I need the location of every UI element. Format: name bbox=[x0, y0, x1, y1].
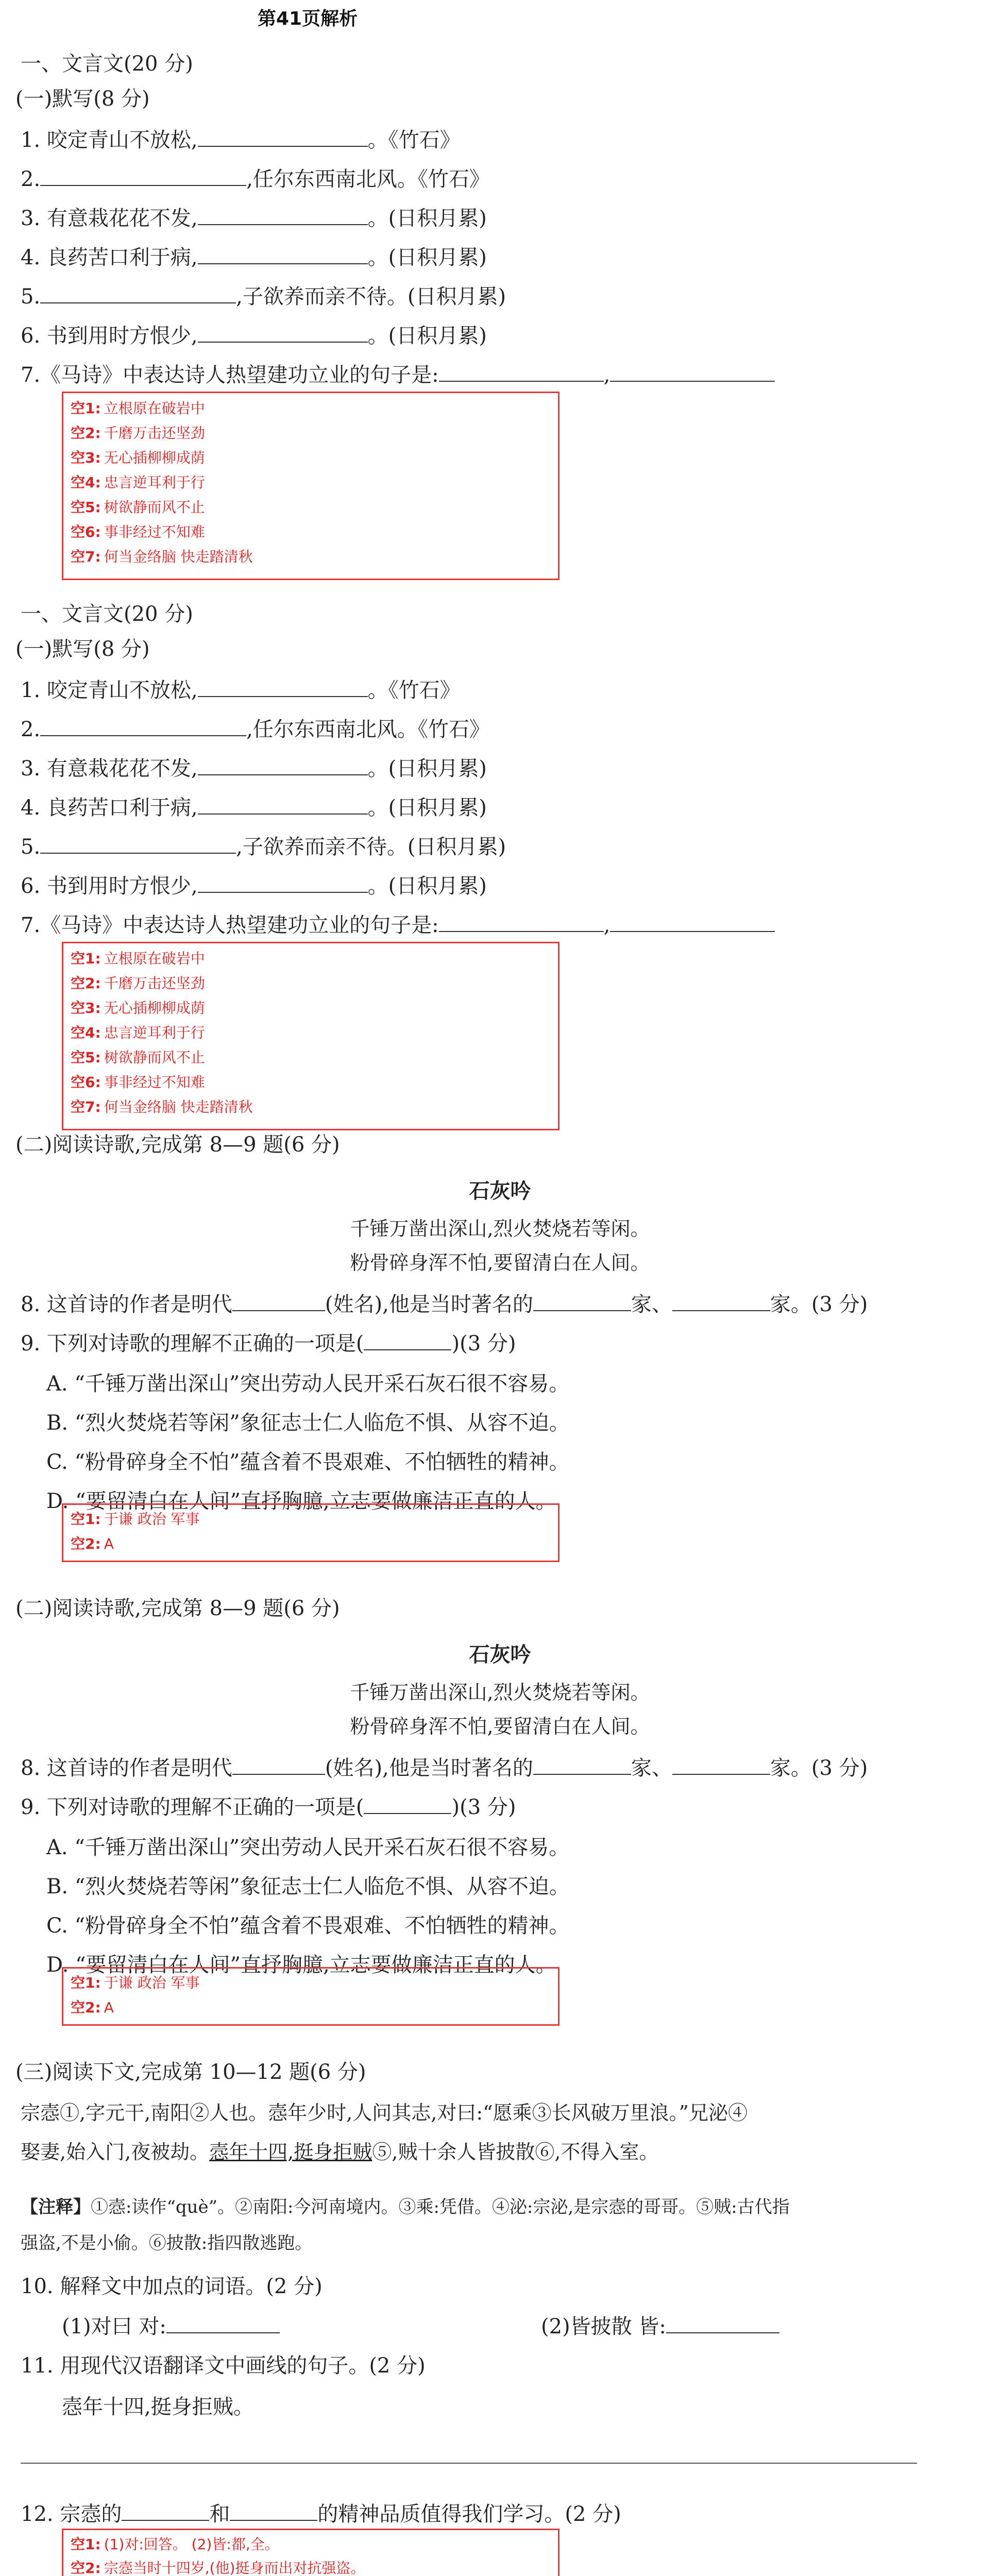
answer-row: 空1: 于谦 政治 军事 bbox=[71, 1974, 200, 1991]
option-a: A. “千锤万凿出深山”突出劳动人民开采石灰石很不容易。 bbox=[46, 1372, 570, 1396]
answer-row: 空2: A bbox=[71, 1535, 114, 1552]
question-9: 9. 下列对诗歌的理解不正确的一项是( )(3 分) bbox=[21, 1332, 516, 1355]
question-5: 5. ,子欲养而亲不待。(日积月累) bbox=[21, 835, 506, 859]
answer-row: 空1: 立根原在破岩中 bbox=[71, 950, 205, 967]
sub-heading: (一)默写(8 分) bbox=[15, 87, 150, 111]
option-d: D. “要留清白在人间”直抒胸臆,立志要做廉洁正直的人。 bbox=[46, 1489, 556, 1513]
answer-box bbox=[62, 942, 560, 1130]
sub-heading: (一)默写(8 分) bbox=[15, 637, 150, 661]
question-4: 4. 良药苦口利于病, 。(日积月累) bbox=[21, 246, 487, 269]
notes: 强盗,不是小偷。⑥披散:指四散逃跑。 bbox=[21, 2233, 313, 2253]
question-12: 12. 宗悫的 和 的精神品质值得我们学习。(2 分) bbox=[21, 2502, 621, 2526]
question-1: 1. 咬定青山不放松, 。《竹石》 bbox=[21, 679, 461, 702]
answer-box bbox=[62, 1967, 560, 2026]
question-5: 5. ,子欲养而亲不待。(日积月累) bbox=[21, 285, 506, 309]
answer-row: 空2: 宗悫当时十四岁,(他)挺身而出对抗强盗。 bbox=[71, 2560, 365, 2576]
underlined-sentence: 悫年十四,挺身拒贼 bbox=[209, 2141, 372, 2163]
answer-row: 空2: 千磨万击还坚劲 bbox=[71, 975, 205, 992]
question-11-sentence: 悫年十四,挺身拒贼。 bbox=[62, 2395, 254, 2419]
answer-row: 空1: 于谦 政治 军事 bbox=[71, 1511, 200, 1528]
notes: 【注释】①悫:读作“què”。②南阳:今河南境内。③乘:凭借。④泌:宗泌,是宗悫的哥哥。⑤贼:古代指 bbox=[21, 2197, 790, 2217]
question-10: 10. 解释文中加点的词语。(2 分) bbox=[21, 2275, 323, 2298]
question-8: 8. 这首诗的作者是明代 (姓名),他是当时著名的 家、 家。(3 分) bbox=[21, 1293, 868, 1316]
question-10-2: (2)皆披散 皆: bbox=[541, 2310, 779, 2340]
option-b: B. “烈火焚烧若等闲”象征志士仁人临危不惧、从容不迫。 bbox=[46, 1411, 570, 1435]
answer-row: 空1: (1)对:回答。 (2)皆:都,全。 bbox=[71, 2536, 279, 2553]
section-one-copy-2 bbox=[0, 562, 1000, 1128]
question-7: 7.《马诗》中表达诗人热望建功立业的句子是: , bbox=[21, 909, 775, 938]
answer-row: 空6: 事非经过不知难 bbox=[71, 1074, 205, 1091]
answer-row: 空5: 树欲静而风不止 bbox=[71, 1049, 205, 1066]
question-2: 2. ,任尔东西南北风。《竹石》 bbox=[21, 167, 490, 191]
question-3: 3. 有意栽花花不发, 。(日积月累) bbox=[21, 757, 487, 781]
poem-line: 粉骨碎身浑不怕,要留清白在人间。 bbox=[350, 1715, 650, 1738]
question-1: 1. 咬定青山不放松, 。《竹石》 bbox=[21, 128, 461, 152]
poem-title: 石灰吟 bbox=[469, 1643, 531, 1667]
answer-row: 空3: 无心插柳柳成荫 bbox=[71, 999, 205, 1016]
section-one-copy-1 bbox=[0, 0, 1000, 567]
question-10-1: (1)对曰 对: bbox=[62, 2310, 280, 2340]
answer-row: 空1: 立根原在破岩中 bbox=[71, 400, 205, 417]
passage-line: 宗悫①,字元干,南阳②人也。悫年少时,人问其志,对曰:“愿乘③长风破万里浪。”兄泌④ bbox=[21, 2102, 748, 2124]
question-6: 6. 书到用时方恨少, 。(日积月累) bbox=[21, 324, 487, 348]
question-11: 11. 用现代汉语翻译文中画线的句子。(2 分) bbox=[21, 2354, 426, 2378]
answer-row: 空6: 事非经过不知难 bbox=[71, 523, 205, 540]
option-c: C. “粉骨碎身全不怕”蕴含着不畏艰难、不怕牺牲的精神。 bbox=[46, 1450, 570, 1474]
section-two-copy-2 bbox=[0, 1592, 1000, 2056]
option-b: B. “烈火焚烧若等闲”象征志士仁人临危不惧、从容不迫。 bbox=[46, 1875, 570, 1899]
answer-row: 空3: 无心插柳柳成荫 bbox=[71, 449, 205, 466]
question-6: 6. 书到用时方恨少, 。(日积月累) bbox=[21, 874, 487, 898]
section-heading: (二)阅读诗歌,完成第 8—9 题(6 分) bbox=[15, 1597, 340, 1620]
passage-line: 娶妻,始入门,夜被劫。悫年十四,挺身拒贼⑤,贼十余人皆披散⑥,不得入室。 bbox=[21, 2141, 659, 2163]
option-a: A. “千锤万凿出深山”突出劳动人民开采石灰石很不容易。 bbox=[46, 1836, 570, 1859]
poem-line: 粉骨碎身浑不怕,要留清白在人间。 bbox=[350, 1251, 650, 1274]
question-7: 7.《马诗》中表达诗人热望建功立业的句子是: , bbox=[21, 359, 775, 388]
answer-row: 空2: 千磨万击还坚劲 bbox=[71, 425, 205, 442]
answer-box bbox=[62, 1503, 560, 1562]
answer-row: 空7: 何当金络脑 快走踏清秋 bbox=[71, 548, 253, 565]
answer-box bbox=[62, 392, 560, 580]
option-d: D. “要留清白在人间”直抒胸臆,立志要做廉洁正直的人。 bbox=[46, 1953, 556, 1977]
section-heading: (二)阅读诗歌,完成第 8—9 题(6 分) bbox=[15, 1133, 340, 1157]
section-three-copy-1 bbox=[0, 2056, 1000, 2576]
answer-box bbox=[62, 2529, 560, 2576]
section-two-copy-1 bbox=[0, 1128, 1000, 1592]
question-4: 4. 良药苦口利于病, 。(日积月累) bbox=[21, 796, 487, 820]
question-2: 2. ,任尔东西南北风。《竹石》 bbox=[21, 718, 490, 741]
question-8: 8. 这首诗的作者是明代 (姓名),他是当时著名的 家、 家。(3 分) bbox=[21, 1756, 868, 1780]
page-title: 第41页解析 bbox=[258, 8, 358, 29]
question-3: 3. 有意栽花花不发, 。(日积月累) bbox=[21, 207, 487, 230]
poem-line: 千锤万凿出深山,烈火焚烧若等闲。 bbox=[350, 1681, 650, 1704]
section-heading: 一、文言文(20 分) bbox=[21, 52, 193, 76]
section-heading: (三)阅读下文,完成第 10—12 题(6 分) bbox=[15, 2060, 366, 2084]
section-heading: 一、文言文(20 分) bbox=[21, 602, 193, 626]
answer-row: 空5: 树欲静而风不止 bbox=[71, 499, 205, 516]
option-c: C. “粉骨碎身全不怕”蕴含着不畏艰难、不怕牺牲的精神。 bbox=[46, 1914, 570, 1938]
answer-row: 空4: 忠言逆耳利于行 bbox=[71, 474, 205, 491]
question-9: 9. 下列对诗歌的理解不正确的一项是( )(3 分) bbox=[21, 1795, 516, 1819]
answer-row: 空7: 何当金络脑 快走踏清秋 bbox=[71, 1098, 253, 1115]
poem-line: 千锤万凿出深山,烈火焚烧若等闲。 bbox=[350, 1217, 650, 1240]
answer-row: 空4: 忠言逆耳利于行 bbox=[71, 1024, 205, 1041]
answer-line bbox=[21, 2463, 917, 2464]
answer-row: 空2: A bbox=[71, 1999, 114, 2016]
poem-title: 石灰吟 bbox=[469, 1179, 531, 1203]
